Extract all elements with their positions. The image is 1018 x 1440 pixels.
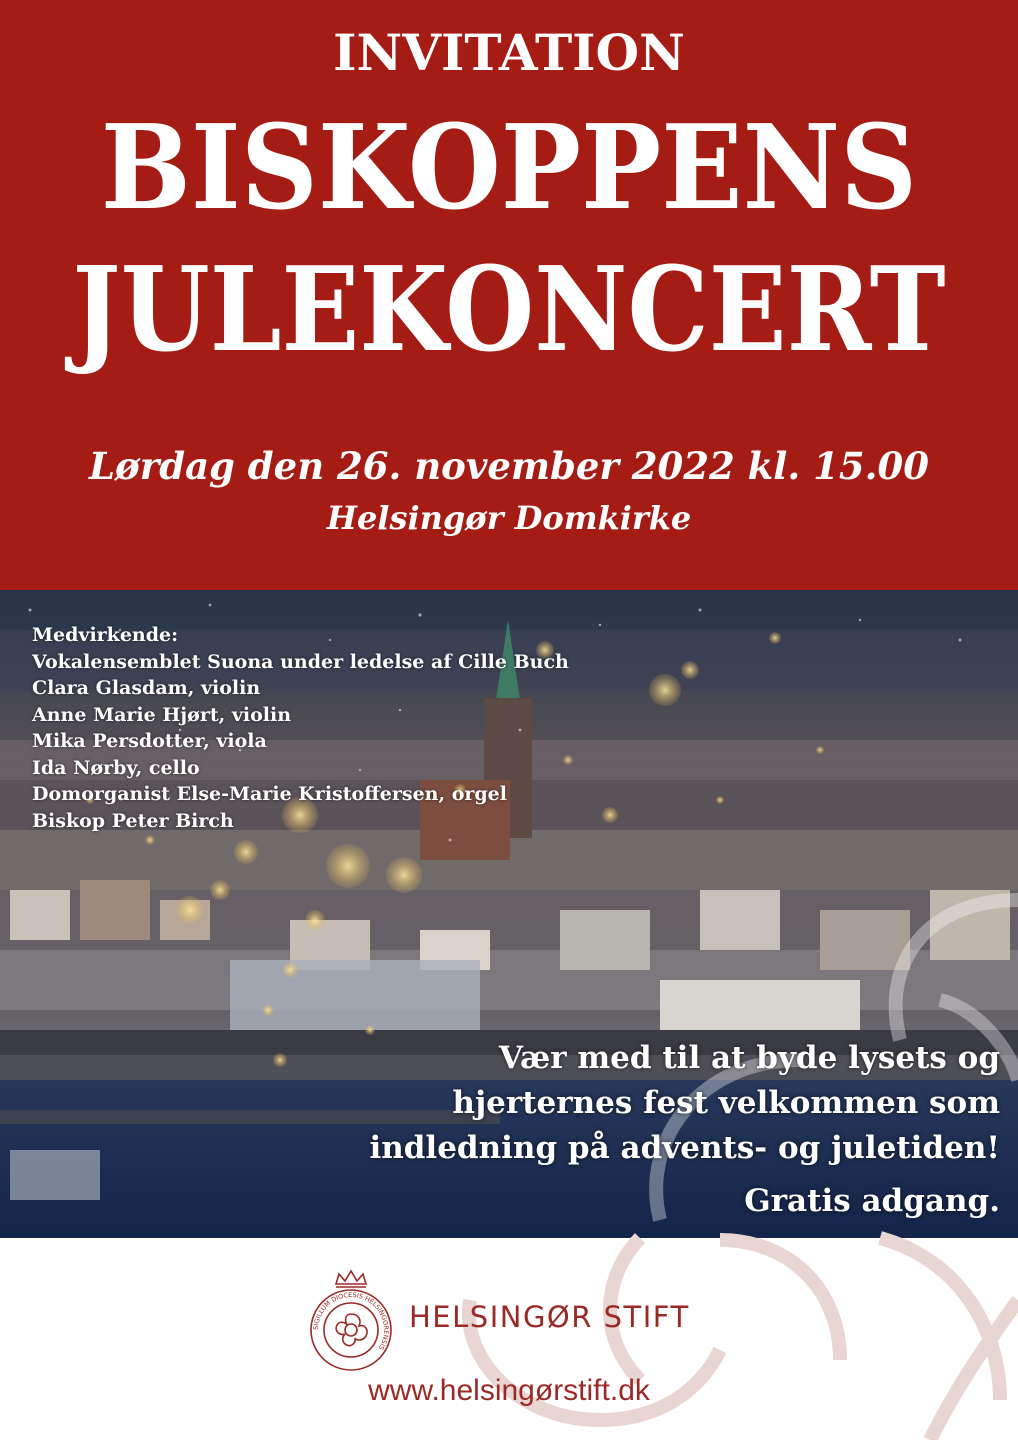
welcome-line: indledning på advents- og juletiden!	[369, 1130, 1000, 1166]
title-line-2: JULEKONCERT	[72, 242, 946, 378]
credit-item: Clara Glasdam, violin	[32, 677, 261, 699]
organization-name: HELSINGØR STIFT	[409, 1300, 690, 1334]
credit-item: Biskop Peter Birch	[32, 809, 234, 832]
invitation-label: INVITATION	[333, 23, 685, 82]
title-line-1: BISKOPPENS	[100, 100, 918, 236]
credit-item: Ida Nørby, cello	[32, 756, 200, 779]
diocese-seal-icon	[306, 1268, 396, 1372]
free-admission: Gratis adgang.	[744, 1183, 1000, 1219]
welcome-line: Vær med til at byde lysets og	[498, 1040, 1000, 1076]
event-venue: Helsingør Domkirke	[326, 499, 692, 537]
welcome-line: hjerternes fest velkommen som	[452, 1085, 1000, 1121]
credit-item: Domorganist Else-Marie Kristoffersen, orgel	[32, 783, 507, 805]
credit-item: Anne Marie Hjørt, violin	[32, 703, 292, 726]
credits-list	[32, 622, 569, 834]
credits-heading: Medvirkende:	[32, 624, 179, 646]
credit-item: Mika Persdotter, viola	[32, 730, 267, 752]
event-date: Lørdag den 26. november 2022 kl. 15.00	[89, 444, 929, 488]
credit-item: Vokalensemblet Suona under ledelse af Cille Buch	[32, 650, 569, 673]
welcome-message	[280, 1036, 1000, 1171]
website-link[interactable]: www.helsingørstift.dk	[368, 1374, 650, 1407]
seal-text: SIGILLUM DIOCESIS HELSINGORENSIS	[311, 1290, 391, 1352]
